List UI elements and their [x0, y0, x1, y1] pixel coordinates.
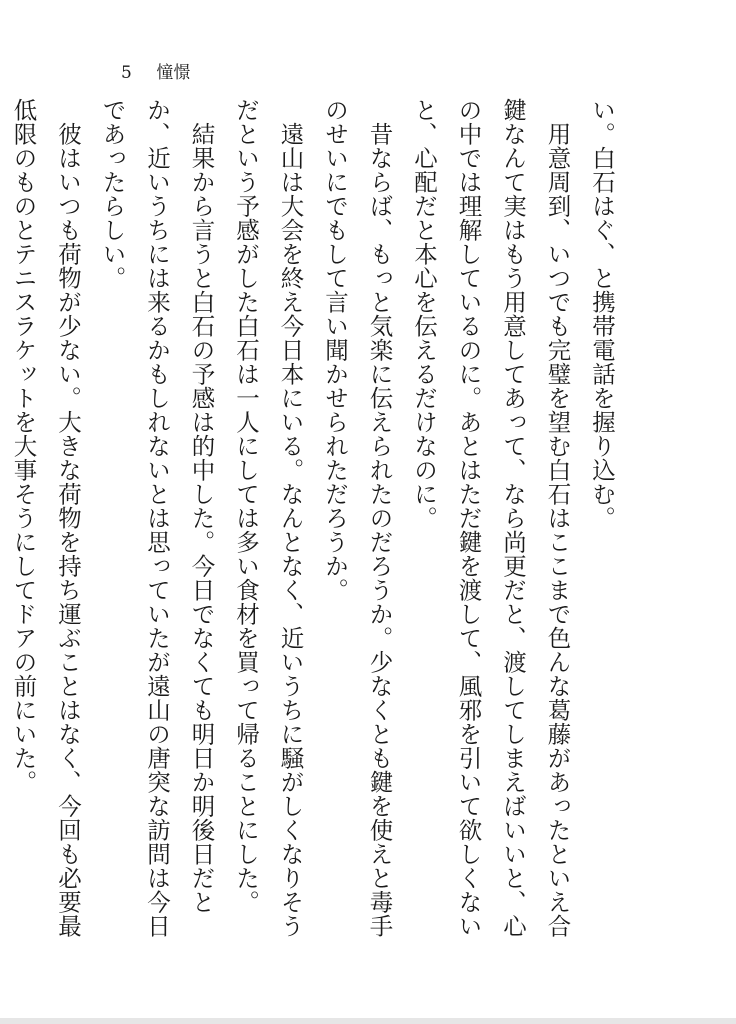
bottom-edge [0, 1018, 736, 1024]
chapter-title: 憧憬 [156, 63, 191, 83]
paragraph: 遠山は大会を終え今日本にいる。なんとなく、近いうちに騒がしくなりそうだという予感がした白石は一人にしては多い食材を買って帰ることにした。 [232, 98, 305, 938]
page-number: 5 [121, 63, 132, 83]
paragraph: 昔ならば、もっと気楽に伝えられたのだろうか。少なくとも鍵を使えと毒手のせいにでもして言い聞かせられただろうか。 [321, 98, 394, 938]
paragraph: 結果から言うと白石の予感は的中した。今日でなくても明日か明後日だとか、近いうちには来るかもしれないとは思っていたが遠山の唐突な訪問は今日であったらしい。 [98, 98, 216, 938]
paragraph: 彼はいつも荷物が少ない。大きな荷物を持ち運ぶことはなく、今回も必要最低限のものとテニスラケットを大事そうにしてドアの前にいた。 [9, 98, 82, 938]
page-header [121, 58, 190, 83]
paragraph: い。白石はぐ、と携帯電話を握り込む。 [588, 98, 616, 530]
paragraph: 用意周到、いつでも完璧を望む白石はここまで色んな葛藤があったといえ合鍵なんて実はもう用意してあって、なら尚更だと、渡してしまえばいいと、心の中では理解しているのに。あとはただ鍵を渡して、風邪を引いて欲しくないと、心配だと本心を伝えるだけなのに。 [410, 98, 572, 938]
vertical-body-text [9, 98, 624, 938]
